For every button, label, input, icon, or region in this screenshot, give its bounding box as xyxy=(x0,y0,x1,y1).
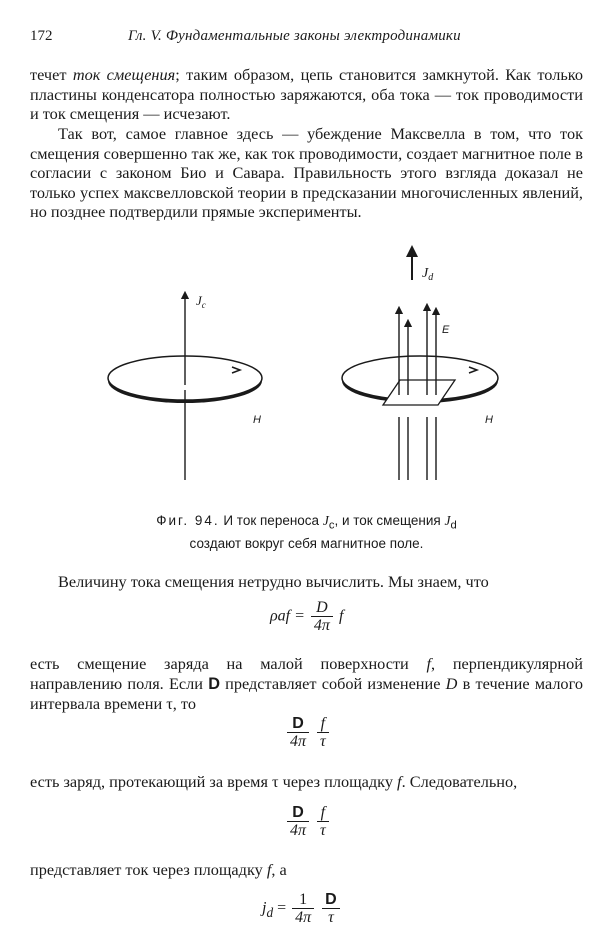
figure-caption xyxy=(100,512,513,552)
page-number: 172 xyxy=(30,28,53,44)
term-displacement-current: ток смещения xyxy=(72,65,176,84)
paragraph-6: представляет ток через площадку f, а xyxy=(30,860,287,879)
paragraph-4: есть смещение заряда на малой поверхности f, перпендикулярной направлению поля. Если D представляет собой изменение D в течение малого интервала времени τ, то xyxy=(30,654,583,714)
left-current-label: $J_c$ xyxy=(196,293,206,310)
right-efield-label: E xyxy=(442,324,450,336)
equation-4: $j_d$ = $\frac{1}{4\pi}$ $\frac{D}{\tau}$ xyxy=(262,892,342,926)
running-head-title: Гл. V. Фундаментальные законы электродинамики xyxy=(128,28,461,44)
caption-line-2: создают вокруг себя магнитное поле. xyxy=(189,535,424,551)
figure-94 xyxy=(0,245,613,507)
equation-2: $\frac{D}{4\pi}$ $\frac{f}{\tau}$ xyxy=(285,716,331,750)
paragraph-5: есть заряд, протекающий за время τ через площадку f. Следовательно, xyxy=(30,772,518,791)
running-header xyxy=(30,28,583,48)
caption-line-1: Фиг. 94. И ток переноса $J_c$, и ток смещения $J_d$ xyxy=(156,513,457,532)
right-field-label: H xyxy=(485,414,493,426)
paragraph-1: течет ток смещения; таким образом, цепь становится замкнутой. Как только пластины конденсатора полностью заряжаются, оба тока — ток проводимости и ток смещения — исчезают. xyxy=(30,65,584,124)
paragraph-3: Величину тока смещения нетрудно вычислить. Мы знаем, что xyxy=(58,572,489,591)
equation-3: $\frac{D}{4\pi}$ $\frac{f}{\tau}$ xyxy=(285,805,331,839)
left-field-label: H xyxy=(253,414,261,426)
equation-1: ρaf = $\frac{D}{4\pi}$ f xyxy=(270,599,344,634)
paragraph-2: Так вот, самое главное здесь — убеждение Максвелла в том, что ток смещения совершенно так же, как ток проводимости, создает магнитное поле в согласии с законом Био и Савара. Правильность этого взгляда доказал не только успех максвелловской теории в предсказании многочисленных явлений, но позднее подтвердили прямые эксперименты. xyxy=(30,124,583,222)
left-diagram xyxy=(108,293,262,480)
right-diagram xyxy=(342,251,498,480)
right-current-label: $J_d$ xyxy=(422,266,434,283)
